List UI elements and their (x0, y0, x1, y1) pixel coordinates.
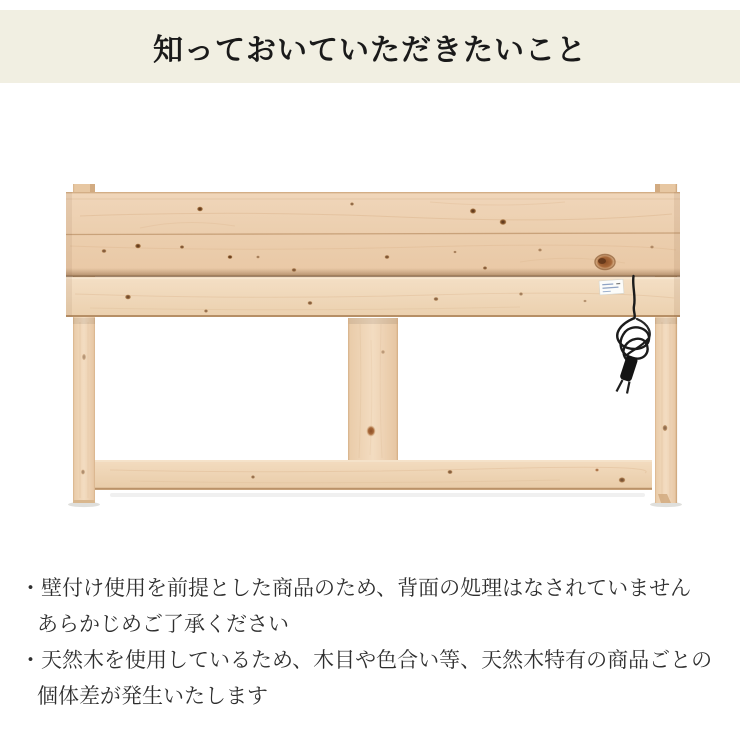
note-item (20, 643, 726, 715)
section-header (0, 10, 740, 83)
headboard-back-panel (66, 192, 680, 276)
product-label-sticker (599, 279, 624, 295)
note-line (20, 571, 726, 607)
plug-icon (617, 355, 639, 394)
note-text: あらかじめご了承ください (37, 613, 289, 636)
notes-section (20, 571, 726, 715)
note-text: 個体差が発生いたします (37, 685, 268, 708)
bullet: ・ (20, 577, 41, 600)
note-text: 壁付け使用を前提とした商品のため、背面の処理はなされていません (41, 577, 692, 600)
product-photo (60, 178, 686, 512)
center-post (348, 318, 398, 461)
bottom-rail (95, 460, 652, 490)
floor-shadows (68, 493, 682, 507)
note-item (20, 571, 726, 643)
note-text: 天然木を使用しているため、木目や色合い等、天然木特有の商品ごとの (41, 649, 713, 672)
note-line (20, 643, 726, 679)
section-title: 知っておいていただきたいこと (153, 33, 587, 67)
headboard-rail (66, 277, 680, 317)
bullet: ・ (20, 649, 41, 672)
